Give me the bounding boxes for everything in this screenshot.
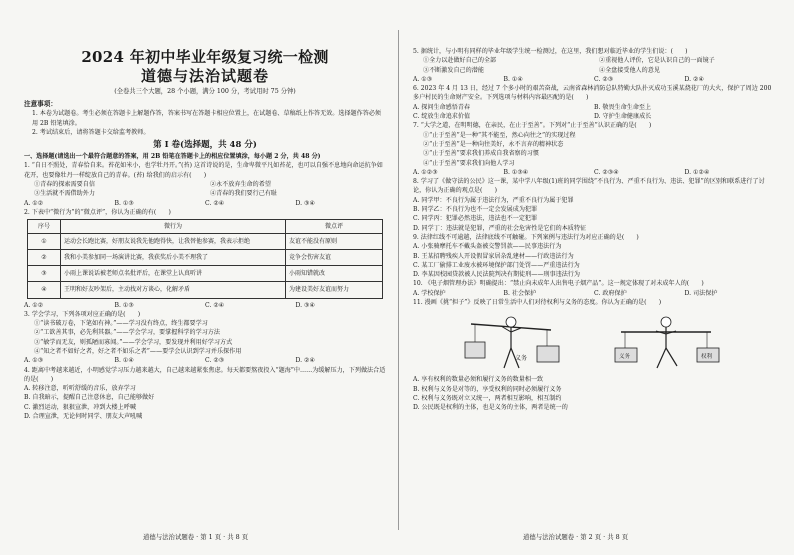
option-b: B. 权利与义务是对等的，享受权利的同时必须履行义务 [413, 385, 562, 393]
option-a: A. 小张骑摩托车不戴头盔被交警罚款——民事违法行为 [413, 243, 562, 251]
table-row [28, 266, 383, 282]
option-c: C. 激烈运动，狠狠宣泄，冲到大楼上呼喊 [24, 403, 136, 411]
option-b: B. 敬畏生命生命至上 [594, 103, 652, 111]
question-3-options [24, 356, 386, 365]
statement: ④“知之者不如好之者，好之者不如乐之者”——要学会认识到学习并乐探作用 [34, 348, 242, 355]
question-2-options [24, 301, 386, 310]
question-4 [24, 366, 386, 422]
cartoon-right-label: 权利 [701, 354, 713, 361]
table-cell: 运动会长跑比赛，好朋友说我先他跑得快，让我替他参赛，我表示拒绝 [61, 233, 286, 249]
option-d: D. ②④ [684, 75, 704, 83]
statement: ②重视他人评价，它是认识自己的一面镜子 [599, 57, 715, 65]
statement: ③“敏学而无友，则孤陋而寡闻。”——学会学习，要发现并利用好学习方式 [34, 338, 233, 346]
exam-title: 2024 年初中毕业年级复习统一检测 [81, 48, 329, 66]
cartoon-right-figure [615, 317, 719, 368]
question-2 [24, 208, 386, 310]
left-page [24, 34, 386, 421]
statement: ④全盘接受他人的意见 [599, 66, 660, 74]
table-cell: ④ [28, 282, 61, 298]
question-1-statements-a [24, 180, 386, 189]
question-9 [413, 233, 775, 279]
table-row [28, 282, 383, 298]
table-header-cell: 微行为 [61, 220, 286, 234]
question-6-options-row2 [413, 112, 775, 121]
question-6-stem: 6. 2023 年 4 月 13 日，经过 7 个多小时的艰苦奋战，云南省森林消防总队特勤大队扑灭成功玉溪某烧花厂的大火，保护了周边 200 多户村民的生命财产安全。下列选项与材料内容最匹配的是( ) [413, 85, 772, 102]
statement: ②“止于至善”是一种向往美好，永不言弃的精神状态 [423, 140, 564, 148]
cartoon-illustration [461, 310, 721, 372]
question-5-stem: 5. 据统计，与小明有同样的毕业年级学生统一检测过，在这里，我们想对临近毕业的学生们说：( ) [413, 48, 688, 55]
notice-heading: 注意事项： [24, 100, 57, 108]
option-a: A. ①③ [413, 75, 433, 83]
option-c: C. ②③ [594, 75, 614, 83]
section-1-instructions: 一、选择题(请选出一个最符合题意的答案，用 2B 铅笔在答题卡上的相应位置填涂，每小题 2 分，共 48 分) [24, 153, 321, 161]
table-cell: 小雨上课说话被老师点名批评后，在课堂上认真听讲 [61, 266, 286, 282]
option-c: C. ②③ [205, 357, 225, 365]
option-a: A. 同学甲：不良行为属于违法行为，严重不良行为属于犯罪 [413, 196, 574, 204]
notice-line-1: 1. 本卷为试题卷。考生必须在答题卡上解题作答，答案书写在答题卡相应位置上，在试题卷、草稿纸上作答无效。选择题作答必须用 2B 铅笔填涂。 [32, 110, 382, 127]
statement: ③生活就不需借助外力 [34, 190, 95, 198]
option-d: D. 公民既是权利的主体，也是义务的主体，两者是统一的 [413, 404, 568, 412]
table-cell: 王明和好友吵架后，主动找对方谈心，化解矛盾 [61, 282, 286, 298]
table-row [28, 249, 383, 265]
option-b: B. ①③④ [503, 168, 529, 176]
question-7 [413, 121, 775, 177]
option-d: D. ③④ [295, 199, 315, 207]
option-b: B. ①④ [503, 75, 523, 83]
statement: ①“读书破万卷，下笔如有神。”——学习没有终点，终生都要学习 [34, 320, 208, 328]
table-header-cell: 序号 [28, 220, 61, 234]
question-7-stem: 7. “大学之道，在明明德，在亲民，在止于至善”。下列对“止于至善”认识正确的是( ) [413, 122, 652, 130]
statement: ④“止于至善”要求我们向他人学习 [423, 159, 515, 167]
option-c: C. 同学丙：犯罪必然违法，违法也不一定犯罪 [413, 215, 538, 223]
option-b: B. 王某招聘残疾人开设假冒家居杂乱建材——行政违法行为 [413, 252, 574, 260]
table-cell: ③ [28, 266, 61, 282]
option-a: A. ①② [24, 301, 44, 309]
option-c: C. 绽放生命追求价值 [413, 113, 471, 121]
cartoon-load-label: 义务 [619, 354, 631, 361]
option-d: D. 守护生命健康成长 [594, 113, 652, 121]
option-b: B. 自我暗示，提醒自己注意休息，自己能够做好 [24, 394, 155, 402]
cartoon-left-label: 义务 [515, 355, 528, 363]
option-a: A. 学校保护 [413, 289, 446, 297]
table-row [28, 233, 383, 249]
option-b: B. 社会保护 [503, 289, 537, 297]
table-header-cell: 微点评 [286, 220, 383, 234]
option-b: B. ①③ [114, 301, 134, 309]
section-1-title: 第 Ⅰ 卷(选择题，共 48 分) [153, 140, 257, 151]
question-11-stem: 11. 漫画《挑“担子”》反映了日常生活中人们对待权利与义务的态度。你认为正确的是( ) [413, 299, 662, 307]
table-cell: 为建设美好友谊而努力 [286, 282, 383, 298]
table-cell: 小雨知错就改 [286, 266, 383, 282]
question-4-stem: 4. 距离中考越来越近，小明感觉学习压力越来越大，自己越来越紧张焦虑。每天都要熬夜投入“题海”中……为缓解压力，下列做法合适的是( ) [24, 366, 386, 383]
right-page [413, 47, 775, 413]
question-6 [413, 84, 775, 121]
question-10-options [413, 289, 775, 298]
statement: ④青春的我们要行己有耻 [210, 190, 278, 198]
footer-left: 道德与法治试题卷 · 第 1 页 · 共 8 页 [143, 533, 249, 541]
question-8-stem: 8. 学习了《做守法的公民》这一课，某中学八年级(1)班的同学围绕“不良行为、严重不良行为、违法、犯罪”的区别和联系进行了讨论，你认为正确的观点是( ) [413, 178, 765, 195]
question-11 [413, 298, 775, 412]
option-d: D. 合理宣泄，无论何时同学、朋友大声吼喊 [24, 413, 143, 421]
table-header-row [28, 220, 383, 234]
option-c: C. 某工厂偷排工业废水被环境保护部门处罚——严重违法行为 [413, 261, 580, 269]
option-d: D. ③④ [295, 301, 315, 309]
question-10-stem: 10. 《电子烟管理办法》明确提出：“禁止向未成年人出售电子烟产品”。这一规定体现了对未成年人的( ) [413, 280, 704, 288]
option-a: A. 探问生命感悟青春 [413, 103, 471, 111]
option-c: C. ②④ [205, 199, 225, 207]
statement: ③“止于至善”要求我们养成自我省察的习惯 [423, 150, 539, 158]
question-5 [413, 47, 775, 84]
question-10 [413, 279, 775, 298]
option-b: B. ①③ [114, 199, 134, 207]
table-cell: 友谊不能没有原则 [286, 233, 383, 249]
question-5-statements-b [413, 66, 775, 75]
option-d: D. ②④ [295, 357, 315, 365]
option-d: D. ①②④ [684, 168, 710, 176]
question-7-options [413, 168, 775, 177]
question-8 [413, 177, 775, 233]
option-d: D. 同学丁：违法就是犯罪，严重的社会危害性是它们的本质特征 [413, 224, 587, 232]
option-a: A. 享有权利的数量必须和履行义务的数量相一致 [413, 376, 544, 384]
table-cell: 我和小美参加同一场演讲比赛，我获奖后小美不理我了 [61, 249, 286, 265]
exam-note: (全卷共三个大题，28 个小题，满分 100 分，考试用时 75 分钟) [114, 88, 296, 95]
option-a: A. ①③ [24, 357, 44, 365]
option-d: D. 李某因校园贷款被人民法院判决有期徒刑——刑事违法行为 [413, 271, 580, 279]
question-6-options-row1 [413, 103, 775, 112]
question-9-stem: 9. 法律红线不可逾越，法律底线不可触碰。下列案例与违法行为对应正确的是( ) [413, 233, 639, 241]
question-2-stem: 2. 下表中“微行为”的“微点评”，你认为正确的有( ) [24, 208, 171, 216]
question-1-statements-b [24, 189, 386, 198]
question-3-stem: 3. 学会学习，下列各项对应正确的是( ) [24, 310, 141, 318]
option-d: D. 司法保护 [684, 289, 718, 297]
question-3 [24, 310, 386, 366]
table-cell: 竞争会伤害友谊 [286, 249, 383, 265]
option-b: B. ①④ [114, 357, 134, 365]
question-5-statements-a [413, 56, 775, 65]
footer-right: 道德与法治试题卷 · 第 2 页 · 共 8 页 [523, 533, 629, 541]
statement: ③不断激发自己的潜能 [423, 66, 484, 74]
statement: ①青春的探索需要自信 [34, 181, 95, 189]
notice-line-2: 2. 考试结束后，请将答题卡交给监考教师。 [32, 128, 150, 136]
behavior-table [27, 219, 383, 298]
statement: ①全力以赴做好自己的全部 [423, 57, 497, 65]
statement: ②永不放弃生命的希望 [210, 181, 271, 189]
option-c: C. 政府保护 [594, 289, 627, 297]
question-1-options [24, 199, 386, 208]
option-c: C. 权利与义务既对立又统一，两者相互影响，相互制约 [413, 394, 562, 402]
question-1-stem: 1. “自日不照处，青春恰自来。苔花如米小，也学牡丹开。”(苔) 这首诗说的是，生命卑微平凡如苔花，也可以自强不息地向命运抗争如花开，也要像牡丹一样绽放自己的青春。(苔) 给我们的启示有( ) [24, 162, 383, 179]
exam-subtitle: 道德与法治试题卷 [140, 67, 269, 85]
statement: ②“工欲善其事，必先利其器。”——学会学习，要掌握科学的学习方法 [34, 329, 220, 337]
option-a: A. 转移注意，听听舒缓的音乐，放弃学习 [24, 385, 136, 393]
question-5-options [413, 75, 775, 84]
cartoon-left-figure [465, 317, 559, 368]
statement: ①“止于至善”是一种“其不能至，然心向往之”的实现过程 [423, 131, 576, 139]
option-a: A. ①② [24, 199, 44, 207]
option-a: A. ①②③ [413, 168, 438, 176]
option-c: C. ②④ [205, 301, 225, 309]
option-c: C. ②③④ [594, 168, 619, 176]
option-b: B. 同学乙：不良行为也不一定会发展成为犯罪 [413, 206, 538, 214]
question-1 [24, 161, 386, 207]
table-cell: ② [28, 249, 61, 265]
page-divider [398, 30, 399, 530]
table-cell: ① [28, 233, 61, 249]
